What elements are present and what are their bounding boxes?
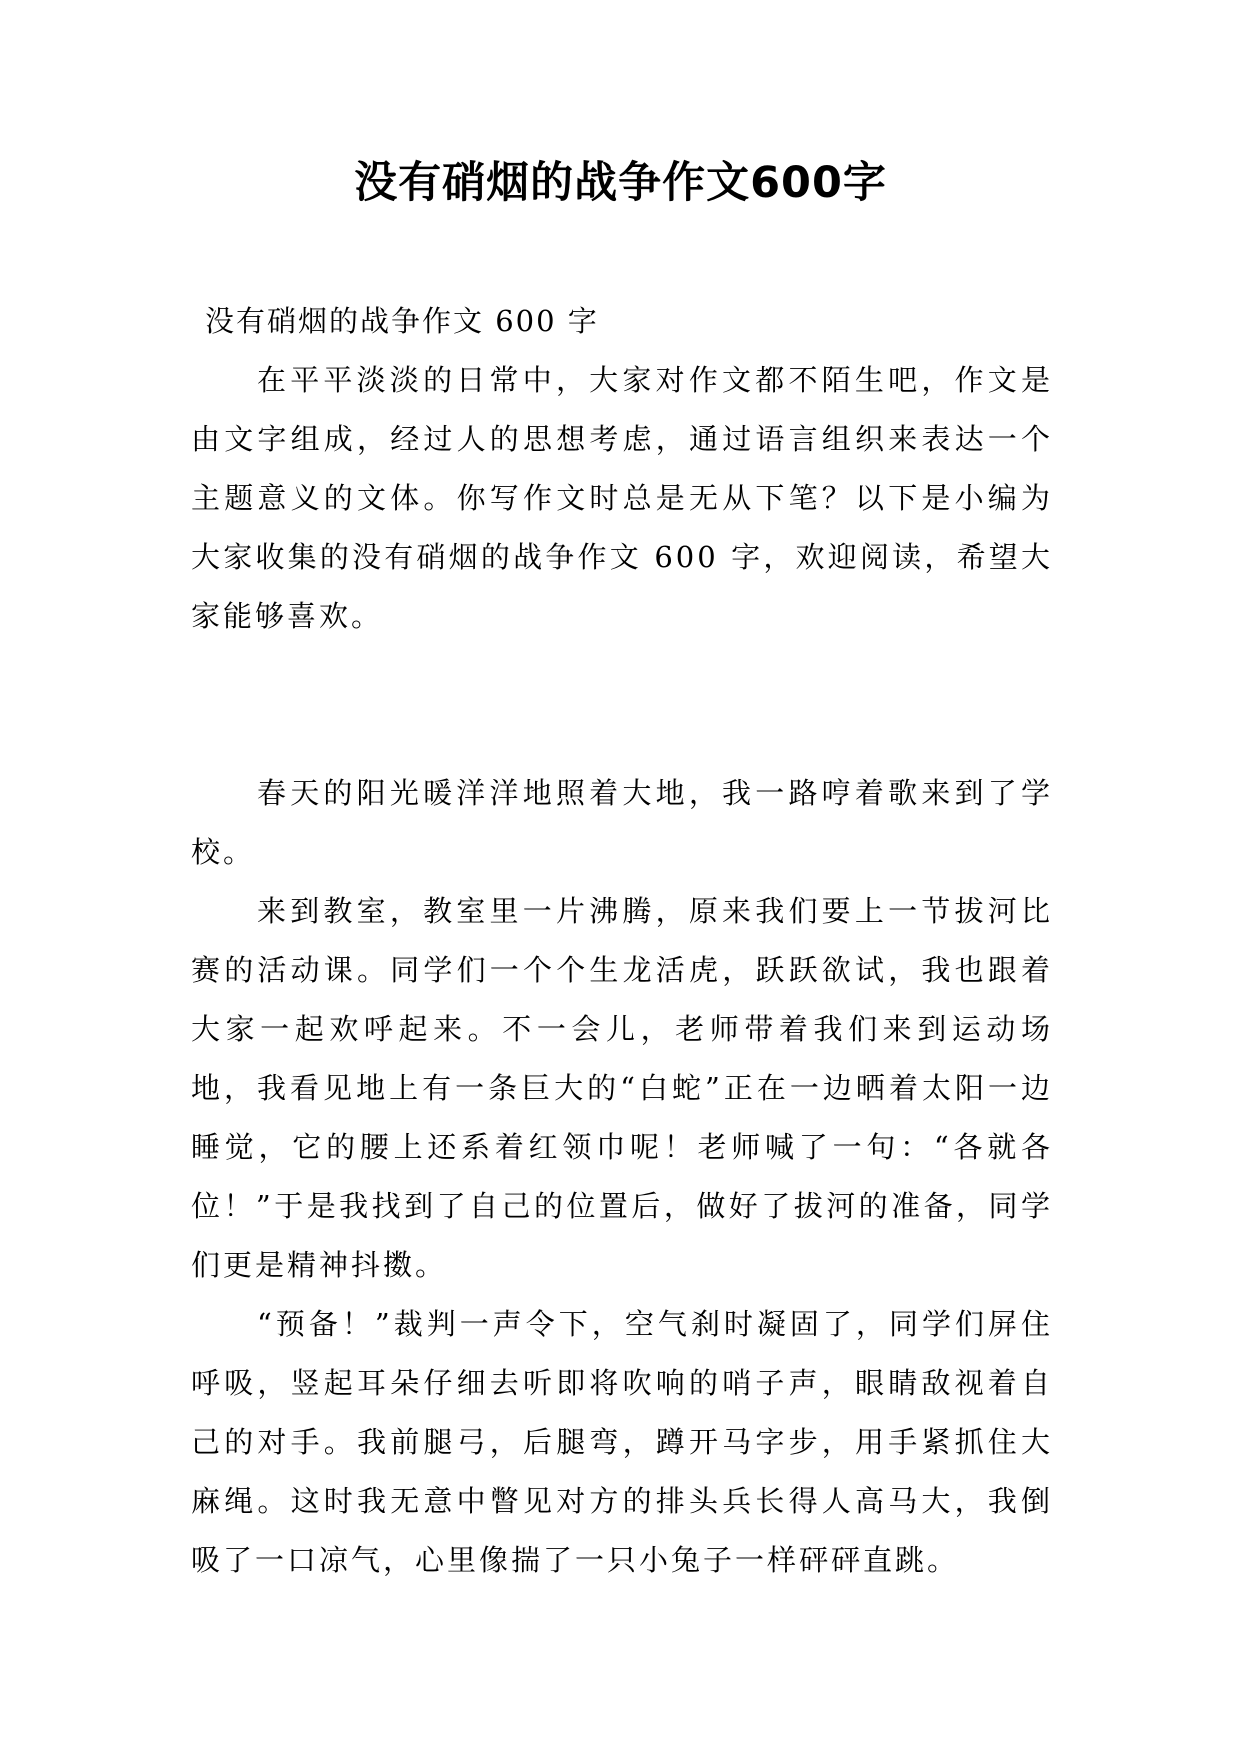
story-paragraph: 春天的阳光暖洋洋地照着大地，我一路哼着歌来到了学校。 xyxy=(191,776,1053,869)
intro-paragraph: 在平平淡淡的日常中，大家对作文都不陌生吧，作文是由文字组成，经过人的思想考虑，通过语言组织来表达一个主题意义的文体。你写作文时总是无从下笔？以下是小编为大家收集的没有硝烟的战争作文 600 字，欢迎阅读，希望大家能够喜欢。 xyxy=(191,363,1053,633)
document-subtitle: 没有硝烟的战争作文 600 字 xyxy=(205,304,599,338)
document-body xyxy=(191,292,1053,1590)
section-gap xyxy=(191,646,1053,764)
story-paragraph: “预备！”裁判一声令下，空气刹时凝固了，同学们屏住呼吸，竖起耳朵仔细去听即将吹响的哨子声，眼睛敌视着自己的对手。我前腿弓，后腿弯，蹲开马字步，用手紧抓住大麻绳。这时我无意中瞥见对方的排头兵长得人高马大，我倒吸了一口凉气，心里像揣了一只小兔子一样砰砰直跳。 xyxy=(191,1307,1053,1577)
document-title: 没有硝烟的战争作文600字 xyxy=(354,158,887,208)
story-paragraph: 来到教室，教室里一片沸腾，原来我们要上一节拔河比赛的活动课。同学们一个个生龙活虎，跃跃欲试，我也跟着大家一起欢呼起来。不一会儿，老师带着我们来到运动场地，我看见地上有一条巨大的“白蛇”正在一边晒着太阳一边睡觉，它的腰上还系着红领巾呢！老师喊了一句：“各就各位！”于是我找到了自己的位置后，做好了拔河的准备，同学们更是精神抖擞。 xyxy=(191,894,1053,1282)
